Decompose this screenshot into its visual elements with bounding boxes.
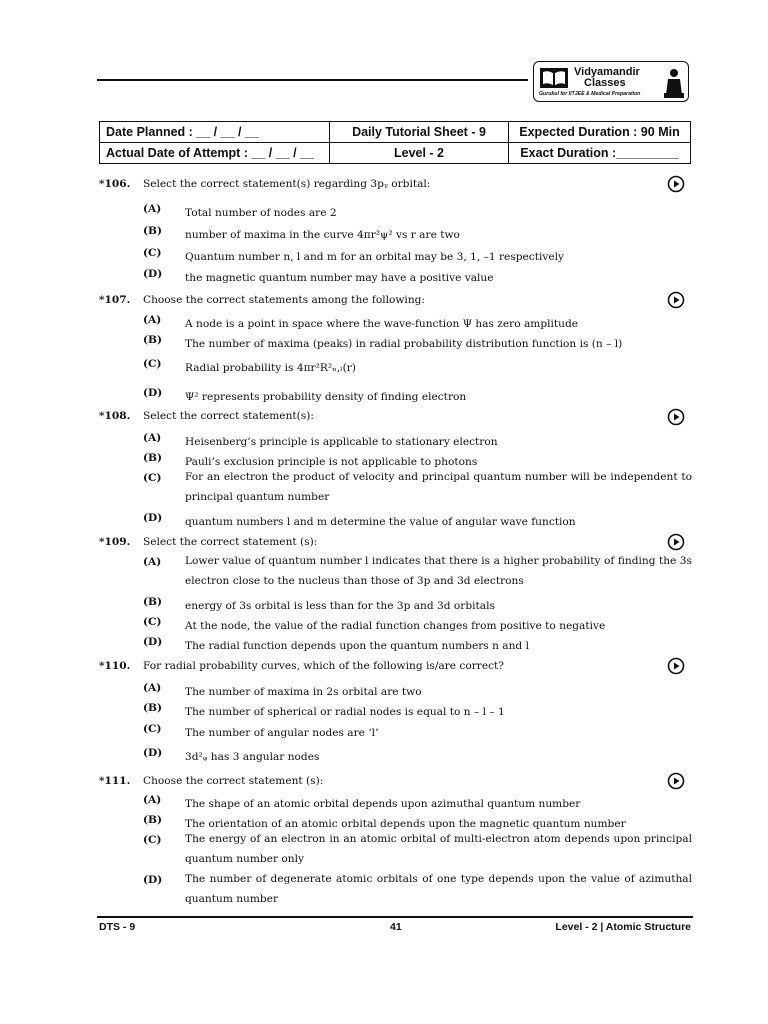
option-label: (D) — [143, 512, 163, 524]
option-text: At the node, the value of the radial function changes from positive to negative — [185, 620, 606, 632]
level: Level - 2 — [330, 143, 509, 164]
video-solution-play-icon[interactable] — [667, 175, 685, 193]
question-number: *109. — [99, 536, 131, 548]
question-number: *106. — [99, 178, 131, 190]
expected-duration: Expected Duration : 90 Min — [509, 122, 691, 143]
option-text: The number of angular nodes are ‘l’ — [185, 727, 379, 739]
footer-sheet-id: DTS - 9 — [99, 921, 136, 933]
scholar-figure-icon — [662, 67, 686, 99]
option-label: (A) — [143, 556, 162, 568]
option-text: Quantum number n, l and m for an orbital may be 3, 1, –1 respectively — [185, 251, 565, 263]
option-text: Heisenberg’s principle is applicable to stationary electron — [185, 436, 498, 448]
option-label: (A) — [143, 682, 162, 694]
video-solution-play-icon[interactable] — [667, 291, 685, 309]
option-text: A node is a point in space where the wave-function Ψ has zero amplitude — [185, 318, 579, 330]
option-label: (A) — [143, 203, 162, 215]
option-label: (B) — [143, 596, 162, 608]
question-text: Choose the correct statements among the following: — [143, 294, 425, 306]
option-text: quantum numbers l and m determine the value of angular wave function — [185, 516, 576, 528]
option-text: Total number of nodes are 2 — [185, 207, 337, 219]
option-text: number of maxima in the curve 4πr²ψ² vs r are two — [185, 229, 460, 241]
date-planned: Date Planned : __ / __ / __ — [100, 122, 330, 143]
option-label: (B) — [143, 225, 162, 237]
option-text: energy of 3s orbital is less than for the 3p and 3d orbitals — [185, 600, 495, 612]
option-text: Ψ² represents probability density of finding electron — [185, 391, 467, 403]
option-text: The energy of an electron in an atomic orbital of multi-electron atom depends upon principal quantum number only — [185, 833, 692, 865]
question-text: For radial probability curves, which of the following is/are correct? — [143, 660, 504, 672]
question-number: *107. — [99, 294, 131, 306]
option-text: The radial function depends upon the quantum numbers n and l — [185, 640, 529, 652]
video-solution-play-icon[interactable] — [667, 657, 685, 675]
option-text: The orientation of an atomic orbital depends upon the magnetic quantum number — [185, 818, 626, 830]
sheet-header-table — [99, 121, 691, 164]
option-label: (D) — [143, 874, 163, 886]
option-text: Radial probability is 4πr²R²ₙ,ₗ(r) — [185, 362, 356, 374]
footer-page-number: 41 — [390, 921, 402, 933]
book-logo-icon — [540, 68, 568, 88]
option-label: (B) — [143, 334, 162, 346]
option-text: The number of maxima in 2s orbital are two — [185, 686, 422, 698]
question-text: Choose the correct statement (s): — [143, 775, 324, 787]
option-text: Pauli’s exclusion principle is not applicable to photons — [185, 456, 478, 468]
option-label: (B) — [143, 702, 162, 714]
logo-tagline: Gurukul for IITJEE & Medical Preparation — [539, 91, 641, 97]
option-label: (C) — [143, 616, 162, 628]
option-text: For an electron the product of velocity and principal quantum number will be independent to principal quantum number — [185, 471, 692, 503]
question-text: Select the correct statement(s) regarding 3pᵧ orbital: — [143, 178, 431, 190]
option-label: (A) — [143, 314, 162, 326]
option-text: 3d²ᵩ has 3 angular nodes — [185, 751, 320, 763]
option-text: The number of spherical or radial nodes is equal to n – l – 1 — [185, 706, 505, 718]
exact-duration: Exact Duration :_________ — [509, 143, 691, 164]
option-label: (A) — [143, 432, 162, 444]
footer-rule — [97, 916, 693, 918]
option-text: Lower value of quantum number l indicates that there is a higher probability of finding the 3s electron close to the nucleus than those of 3p and 3d electrons — [185, 555, 692, 587]
option-label: (C) — [143, 834, 162, 846]
option-label: (A) — [143, 794, 162, 806]
question-text: Select the correct statement (s): — [143, 536, 318, 548]
option-text: The shape of an atomic orbital depends upon azimuthal quantum number — [185, 798, 581, 810]
option-label: (C) — [143, 247, 162, 259]
vidyamandir-logo — [533, 61, 689, 102]
video-solution-play-icon[interactable] — [667, 408, 685, 426]
logo-name-line1: Vidyamandir — [574, 66, 640, 78]
option-label: (C) — [143, 472, 162, 484]
video-solution-play-icon[interactable] — [667, 772, 685, 790]
option-label: (B) — [143, 452, 162, 464]
footer-topic: Level - 2 | Atomic Structure — [555, 921, 691, 933]
option-text: The number of degenerate atomic orbitals of one type depends upon the value of azimuthal quantum number — [185, 873, 692, 905]
question-number: *111. — [99, 775, 131, 787]
option-label: (B) — [143, 814, 162, 826]
video-solution-play-icon[interactable] — [667, 533, 685, 551]
option-text: the magnetic quantum number may have a positive value — [185, 272, 494, 284]
option-label: (D) — [143, 268, 163, 280]
header-rule — [97, 79, 528, 81]
option-label: (D) — [143, 747, 163, 759]
question-number: *110. — [99, 660, 131, 672]
option-label: (C) — [143, 723, 162, 735]
question-number: *108. — [99, 410, 131, 422]
sheet-title: Daily Tutorial Sheet - 9 — [330, 122, 509, 143]
logo-name-line2: Classes — [584, 77, 626, 89]
option-label: (D) — [143, 387, 163, 399]
question-text: Select the correct statement(s): — [143, 410, 314, 422]
option-label: (C) — [143, 358, 162, 370]
option-text: The number of maxima (peaks) in radial probability distribution function is (n – l) — [185, 338, 623, 350]
actual-date: Actual Date of Attempt : __ / __ / __ — [100, 143, 330, 164]
option-label: (D) — [143, 636, 163, 648]
